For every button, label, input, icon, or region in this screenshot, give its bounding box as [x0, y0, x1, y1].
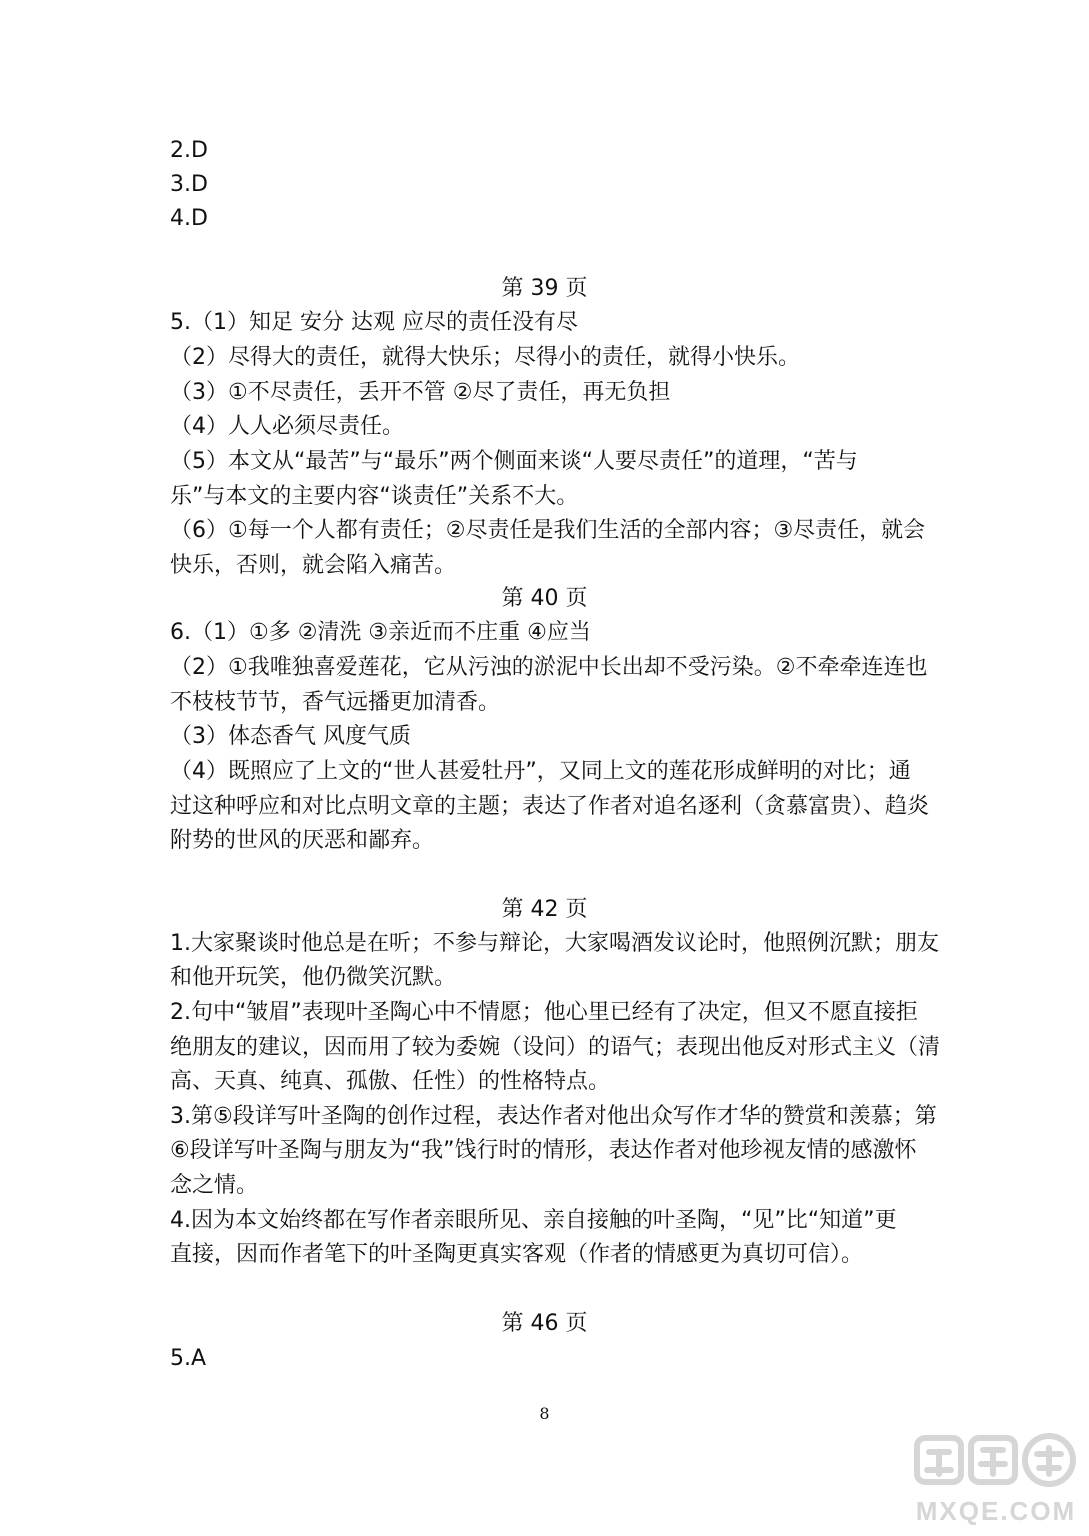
svg-text:MXQE.COM: MXQE.COM [915, 1496, 1077, 1526]
answer-line: 和他开玩笑，他仍微笑沉默。 [170, 965, 457, 990]
answer-line: （6）①每一个人都有责任；②尽责任是我们生活的全部内容；③尽责任，就会 [170, 518, 926, 543]
answer-line: 4.D [170, 206, 208, 231]
section-heading: 第 46 页 [501, 1311, 588, 1336]
answer-line: 5.（1）知足 安分 达观 应尽的责任没有尽 [170, 310, 578, 335]
answer-line: （2）尽得大的责任，就得大快乐；尽得小的责任，就得小快乐。 [170, 345, 800, 370]
answer-line: 3.D [170, 172, 208, 197]
answer-line: （4）人人必须尽责任。 [170, 414, 404, 439]
answer-line: 过这种呼应和对比点明文章的主题；表达了作者对追名逐利（贪慕富贵）、趋炎 [170, 794, 930, 819]
watermark-logo [911, 1430, 1081, 1530]
answer-line: （3）体态香气 风度气质 [170, 724, 411, 749]
answer-line: （3）①不尽责任，丢开不管 ②尽了责任，再无负担 [170, 380, 671, 405]
answer-line: 2.D [170, 138, 208, 163]
answer-line: 2.句中“皱眉”表现叶圣陶心中不情愿；他心里已经有了决定，但又不愿直接拒 [170, 1000, 918, 1025]
section-heading: 第 39 页 [501, 276, 588, 301]
answer-line: 念之情。 [170, 1173, 259, 1198]
answer-line: 5.A [170, 1346, 207, 1371]
answer-line: 不枝枝节节，香气远播更加清香。 [170, 690, 501, 715]
answer-line: 4.因为本文始终都在写作者亲眼所见、亲自接触的叶圣陶，“见”比“知道”更 [170, 1208, 897, 1233]
answer-line: （2）①我唯独喜爱莲花，它从污浊的淤泥中长出却不受污染。②不牵牵连连也 [170, 655, 928, 680]
section-heading: 第 42 页 [501, 897, 588, 922]
page-number: 8 [539, 1404, 550, 1423]
answer-line: 绝朋友的建议，因而用了较为委婉（设问）的语气；表现出他反对形式主义（清 [170, 1035, 941, 1060]
answer-line: 乐”与本文的主要内容“谈责任”关系不大。 [170, 484, 579, 509]
answer-line: 6.（1）①多 ②清洗 ③亲近而不庄重 ④应当 [170, 620, 591, 645]
answer-line: （4）既照应了上文的“世人甚爱牡丹”，又同上文的莲花形成鲜明的对比；通 [170, 759, 911, 784]
answer-line: 1.大家聚谈时他总是在听；不参与辩论，大家喝酒发议论时，他照例沉默；朋友 [170, 931, 939, 956]
answer-line: 高、天真、纯真、孤傲、任性）的性格特点。 [170, 1069, 611, 1094]
answer-line: 3.第⑤段详写叶圣陶的创作过程，表达作者对他出众写作才华的赞赏和羡慕；第 [170, 1104, 937, 1129]
answer-line: 快乐，否则，就会陷入痛苦。 [170, 553, 457, 578]
answer-line: 附势的世风的厌恶和鄙弃。 [170, 828, 435, 853]
answer-line: 直接，因而作者笔下的叶圣陶更真实客观（作者的情感更为真切可信）。 [170, 1242, 864, 1267]
answer-line: ⑥段详写叶圣陶与朋友为“我”饯行时的情形，表达作者对他珍视友情的感激怀 [170, 1138, 917, 1163]
section-heading: 第 40 页 [501, 586, 588, 611]
watermark-graphic [911, 1430, 1081, 1530]
answer-line: （5）本文从“最苦”与“最乐”两个侧面来谈“人要尽责任”的道理，“苦与 [170, 449, 858, 474]
